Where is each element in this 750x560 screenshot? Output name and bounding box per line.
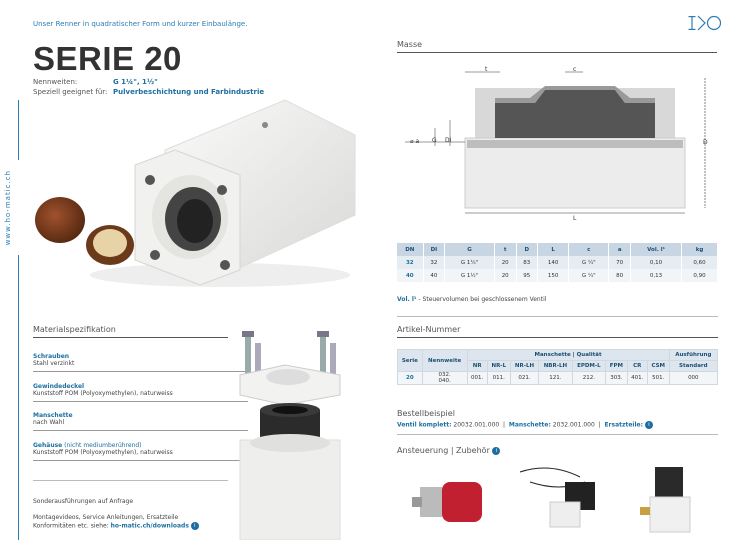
product-image (25, 95, 365, 295)
material-label: Gehäuse (33, 442, 63, 449)
section-title-bestell: Bestellbeispiel (397, 409, 455, 418)
table-cell: 0,90 (682, 269, 718, 282)
table-row (397, 256, 718, 269)
leader-line (33, 371, 248, 372)
dimension-table (397, 243, 718, 282)
table-header-row (398, 350, 718, 361)
label-di: DI (445, 137, 452, 144)
table-cell: 20 (398, 372, 423, 385)
section-divider (397, 434, 718, 435)
material-item (33, 353, 74, 367)
nennweite-value: 032. (438, 372, 451, 378)
table-cell: 303. (606, 372, 627, 385)
table-header: G (445, 243, 495, 256)
table-cell: 501. (647, 372, 669, 385)
table-header: Serie (398, 350, 423, 372)
table-cell: 32 (397, 256, 423, 269)
material-label-suffix: (nicht mediumberührend) (62, 442, 142, 449)
spec-value: Pulverbeschichtung und Farbindustrie (113, 88, 265, 96)
table-cell: 0,10 (630, 256, 681, 269)
section-divider (33, 480, 228, 481)
order-label: Ventil komplett: (397, 421, 452, 429)
material-item (33, 383, 173, 397)
table-header: DN (397, 243, 423, 256)
downloads-prefix: Konformitäten etc. siehe: (33, 522, 111, 530)
table-header: NR (467, 361, 487, 372)
material-label: Manschette (33, 412, 73, 419)
special-note: Sonderausführungen auf Anfrage (33, 498, 134, 505)
section-title-masse: Masse (397, 40, 423, 49)
spec-value: G 1¼", 1½" (113, 78, 158, 86)
nennweite-value: 040. (438, 378, 451, 384)
article-table (397, 349, 718, 385)
section-title-material: Materialspezifikation (33, 325, 116, 334)
order-label: Manschette: (508, 421, 551, 429)
table-header: NR-L (487, 361, 510, 372)
table-header: Vol. l¹ (630, 243, 681, 256)
downloads-note: Montagevideos, Service Anleitungen, Ersatzteile (33, 514, 179, 521)
label-l: L (573, 215, 577, 222)
material-item (33, 412, 73, 426)
accessory-images (400, 462, 740, 540)
side-divider (18, 255, 19, 540)
spec-label: Nennweiten: (33, 78, 78, 86)
table-header: CR (627, 361, 647, 372)
table-cell: 212. (572, 372, 606, 385)
info-icon[interactable]: i (191, 522, 199, 530)
table-cell: 70 (609, 256, 631, 269)
table-cell: 121. (539, 372, 572, 385)
info-icon[interactable]: i (492, 447, 500, 455)
table-cell: G 1½" (445, 269, 495, 282)
table-cell: 95 (516, 269, 538, 282)
table-header: L (538, 243, 569, 256)
table-header: NR-LH (510, 361, 538, 372)
table-cell: 80 (609, 269, 631, 282)
brand-logo-icon (688, 14, 722, 32)
material-label: Gewindedeckel (33, 383, 85, 390)
table-cell: 021. (510, 372, 538, 385)
table-cell: 40 (423, 269, 445, 282)
table-header: EPDM-L (572, 361, 606, 372)
label-g: G (432, 137, 437, 144)
table-cell: G ¼" (569, 269, 609, 282)
leader-line (33, 430, 248, 431)
order-example: Ventil komplett: 20032.001.000 | Manschette: 2032.001.000 | Ersatzteile: i (397, 421, 653, 429)
side-url: www.ho-matic.ch (4, 170, 12, 246)
table-cell: 401. (627, 372, 647, 385)
table-cell: 20 (494, 269, 516, 282)
table-cell: G 1¼" (445, 256, 495, 269)
table-header: NBR-LH (539, 361, 572, 372)
info-icon[interactable]: i (645, 421, 653, 429)
table-header: kg (682, 243, 718, 256)
table-cell: 0,13 (630, 269, 681, 282)
spec-label: Speziell geeignet für: (33, 88, 108, 96)
table-header: a (609, 243, 631, 256)
material-desc: Kunststoff POM (Polyoxymethylen), naturweiss (33, 390, 173, 397)
table-header: FPM (606, 361, 627, 372)
table-cell: 000 (669, 372, 717, 385)
section-title-artikel: Artikel-Nummer (397, 325, 461, 334)
leader-line (33, 401, 248, 402)
tagline: Unser Renner in quadratischer Form und kurzer Einbaulänge. (33, 20, 248, 28)
table-header: D (516, 243, 538, 256)
table-header: Standard (669, 361, 717, 372)
section-divider (33, 337, 228, 338)
table-header: CSM (647, 361, 669, 372)
material-desc: nach Wahl (33, 419, 65, 426)
table-cell: 150 (538, 269, 569, 282)
table-header: Nennweite (422, 350, 467, 372)
table-row (397, 269, 718, 282)
section-divider (397, 316, 718, 317)
label-a: ⌀ a (410, 138, 420, 145)
table-row (398, 372, 718, 385)
section-title-text: Ansteuerung | Zubehör (397, 446, 490, 455)
exploded-valve-image (230, 325, 360, 540)
footnote-prefix: Vol. l¹ (397, 296, 417, 303)
table-cell: 32 (423, 256, 445, 269)
table-header: Ausführung (669, 350, 717, 361)
table-cell: 011. (487, 372, 510, 385)
table-cell: 001. (467, 372, 487, 385)
material-desc: Kunststoff POM (Polyoxymethylen), naturweiss (33, 449, 173, 456)
table-footnote (397, 296, 546, 303)
table-header: Manschette | Qualität (467, 350, 669, 361)
table-header: c (569, 243, 609, 256)
table-cell: 40 (397, 269, 423, 282)
table-header: DI (423, 243, 445, 256)
leader-line (33, 460, 248, 461)
side-divider (18, 100, 19, 160)
section-divider (397, 337, 718, 338)
order-label: Ersatzteile: (604, 421, 643, 429)
table-cell: G ¼" (569, 256, 609, 269)
table-header: t (494, 243, 516, 256)
table-header-row (397, 243, 718, 256)
label-t: t (485, 66, 488, 73)
footnote-text: - Steuervolumen bei geschlossenem Ventil (416, 296, 547, 303)
dimension-drawing (405, 58, 725, 226)
spec-row (33, 78, 158, 86)
section-title-ansteuerung (397, 446, 500, 455)
downloads-line (33, 522, 199, 530)
label-c: c (573, 66, 577, 73)
material-item (33, 442, 173, 456)
table-cell: 83 (516, 256, 538, 269)
downloads-link[interactable]: ho-matic.ch/downloads (110, 522, 189, 530)
order-value: 2032.001.000 (552, 421, 595, 429)
page-title: SERIE 20 (33, 40, 182, 77)
label-d: D (703, 139, 708, 146)
table-cell (422, 372, 467, 385)
section-divider (397, 52, 717, 53)
table-cell: 0,60 (682, 256, 718, 269)
table-cell: 20 (494, 256, 516, 269)
table-cell: 140 (538, 256, 569, 269)
material-label: Schrauben (33, 353, 70, 360)
order-value: 20032.001.000 (453, 421, 500, 429)
material-desc: Stahl verzinkt (33, 360, 75, 367)
